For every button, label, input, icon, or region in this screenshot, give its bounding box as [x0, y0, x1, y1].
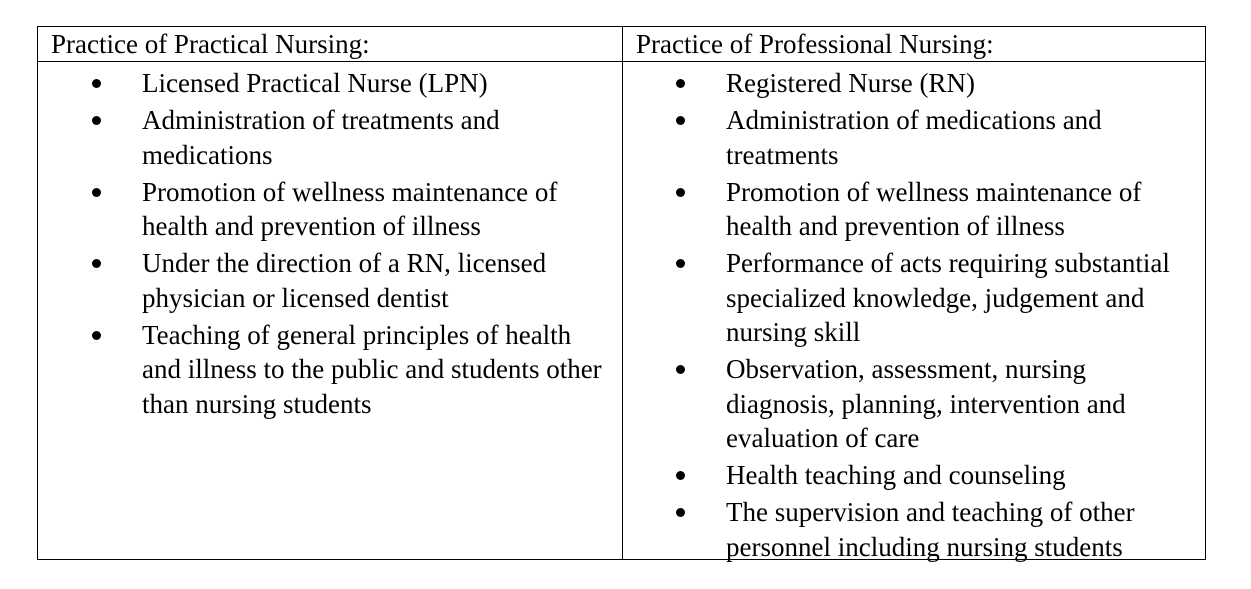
bullet-icon [676, 471, 685, 480]
list-item-text: Observation, assessment, nursing diagnosis, planning, intervention and evaluation of care [726, 354, 1126, 453]
list-item [676, 103, 1196, 172]
list-item [676, 66, 1196, 101]
professional-nursing-list [676, 66, 1196, 567]
bullet-icon [676, 259, 685, 268]
list-item [92, 103, 612, 172]
comparison-table [37, 26, 1206, 560]
professional-nursing-header: Practice of Professional Nursing: [636, 29, 994, 59]
list-item [92, 318, 612, 422]
column-divider [622, 27, 623, 559]
list-item-text: Under the direction of a RN, licensed physician or licensed dentist [142, 248, 547, 313]
list-item [92, 246, 612, 315]
list-item-text: Health teaching and counseling [726, 460, 1066, 490]
bullet-icon [92, 79, 101, 88]
bullet-icon [676, 79, 685, 88]
list-item-text: Teaching of general principles of health and illness to the public and students other than nursing students [142, 319, 602, 419]
list-item-text: Promotion of wellness maintenance of health and prevention of illness [142, 176, 558, 241]
list-item [92, 175, 612, 244]
bullet-icon [676, 188, 685, 197]
bullet-icon [92, 116, 101, 125]
bullet-icon [676, 365, 685, 374]
list-item [676, 495, 1196, 564]
list-item-text: Administration of medications and treatments [726, 105, 1102, 170]
list-item [676, 246, 1196, 350]
list-item-text: Administration of treatments and medications [142, 105, 500, 170]
list-item [92, 66, 612, 101]
practical-nursing-list [92, 66, 612, 424]
bullet-icon [92, 259, 101, 268]
bullet-icon [676, 508, 685, 517]
list-item-text: The supervision and teaching of other personnel including nursing students [726, 497, 1135, 562]
bullet-icon [676, 116, 685, 125]
list-item-text: Promotion of wellness maintenance of health and prevention of illness [726, 176, 1142, 241]
bullet-icon [92, 331, 101, 340]
list-item-text: Performance of acts requiring substantial specialized knowledge, judgement and nursing skill [726, 248, 1170, 347]
bullet-icon [92, 188, 101, 197]
list-item-text: Registered Nurse (RN) [726, 68, 975, 98]
practical-nursing-header: Practice of Practical Nursing: [51, 29, 370, 59]
list-item [676, 458, 1196, 493]
list-item [676, 352, 1196, 456]
list-item [676, 175, 1196, 244]
list-item-text: Licensed Practical Nurse (LPN) [142, 68, 488, 98]
header-divider [38, 61, 1205, 62]
